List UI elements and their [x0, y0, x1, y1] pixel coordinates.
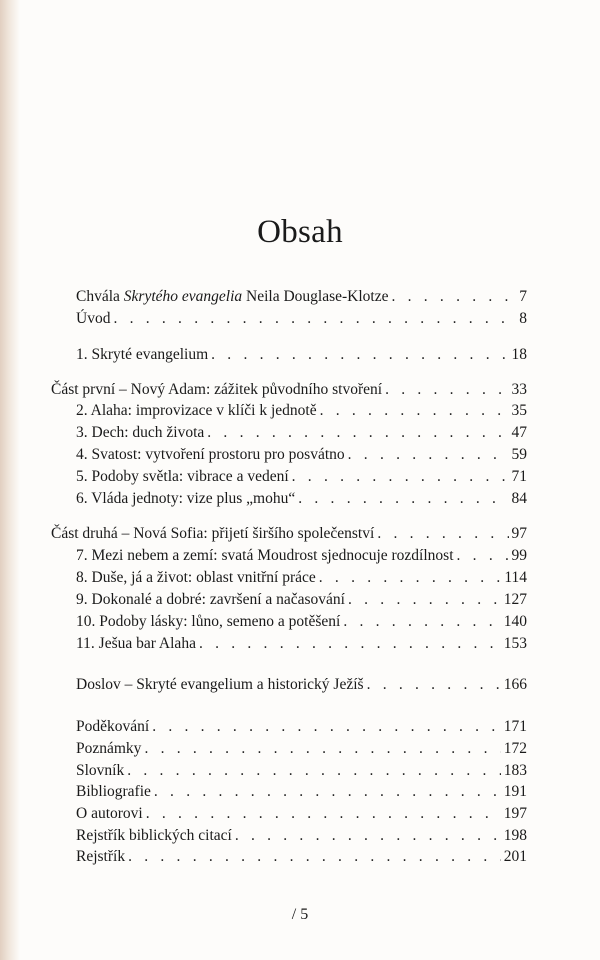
toc-entry-page: 71: [511, 468, 527, 485]
toc-entry-page: 127: [503, 591, 527, 608]
toc-entry-page: 172: [503, 740, 527, 757]
toc-entry-title: 9. Dokonalé a dobré: završení a načasování: [76, 591, 345, 608]
toc-entry-title: 2. Alaha: improvizace v klíči k jednotě: [76, 402, 317, 419]
toc-leader-dots: [128, 846, 501, 868]
toc-entry-page: 97: [511, 525, 527, 542]
toc-leader-dots: [391, 286, 516, 308]
toc-entry-chapter-4: [76, 444, 527, 466]
toc-leader-dots: [144, 738, 500, 760]
toc-entry-title: O autorovi: [76, 805, 143, 822]
toc-entry-title: Část první – Nový Adam: zážitek původního stvoření: [51, 381, 383, 398]
toc-entry-title: Doslov – Skryté evangelium a historický Ježíš: [76, 676, 364, 693]
toc-entry-title: Rejstřík: [76, 848, 126, 865]
toc-entry-page: 99: [511, 547, 527, 564]
toc-leader-dots: [348, 444, 509, 466]
toc-entry-chapter-2: [76, 400, 527, 422]
toc-entry-about-author: [76, 803, 527, 825]
toc-entry-title: 8. Duše, já a život: oblast vnitřní práce: [76, 569, 316, 586]
toc-entry-notes: [76, 738, 527, 760]
toc-entry-page: 201: [503, 848, 527, 865]
toc-entry-chapter-3: [76, 422, 527, 444]
toc-entry-page: 8: [519, 310, 527, 327]
toc-leader-dots: [211, 344, 508, 366]
toc-entry-title: 11. Ješua bar Alaha: [76, 635, 196, 652]
toc-entry-page: 183: [503, 762, 527, 779]
toc-entry-page: 198: [503, 827, 527, 844]
toc-entry-title: Rejstřík biblických citací: [76, 827, 232, 844]
toc-entry-page: 33: [511, 381, 527, 398]
toc-leader-dots: [367, 674, 501, 696]
toc-entry-chapter-8: [76, 567, 527, 589]
toc-entry-chapter-6: [76, 488, 527, 510]
page-edge-shadow: [0, 0, 20, 960]
toc-leader-dots: [207, 422, 508, 444]
toc-leader-dots: [292, 466, 509, 488]
toc-leader-dots: [385, 379, 508, 401]
toc-entry-page: 197: [503, 805, 527, 822]
toc-leader-dots: [457, 545, 509, 567]
toc-entry-title: Chvála Skrytého evangelia Neila Douglase-Klotze: [76, 288, 389, 305]
toc-entry-glossary: [76, 760, 527, 782]
toc-entry-chapter-5: [76, 466, 527, 488]
toc-entry-page: 191: [503, 783, 527, 800]
toc-leader-dots: [319, 567, 502, 589]
toc-entry-title: 4. Svatost: vytvoření prostoru pro posvátno: [76, 446, 345, 463]
toc-entry-part-1: [51, 379, 527, 401]
toc-entry-title: Část druhá – Nová Sofia: přijetí širšího společenství: [51, 525, 375, 542]
toc-entry-afterword: [76, 674, 527, 696]
toc-entry-title: Poznámky: [76, 740, 142, 757]
toc-leader-dots: [377, 523, 508, 545]
page-number: / 5: [291, 906, 309, 923]
toc-entry-scripture-index: [76, 825, 527, 847]
toc-entry-uvod: [76, 308, 527, 330]
toc-leader-dots: [343, 611, 500, 633]
toc-entry-acknowledgements: [76, 716, 527, 738]
toc-entry-praise: [76, 286, 527, 308]
toc-leader-dots: [154, 781, 501, 803]
toc-entry-page: 84: [511, 490, 527, 507]
toc-entry-page: 18: [511, 346, 527, 363]
toc-entry-page: 59: [511, 446, 527, 463]
toc-leader-dots: [146, 803, 501, 825]
toc-entry-title: 6. Vláda jednoty: vize plus „mohu“: [76, 490, 296, 507]
toc-leader-dots: [152, 716, 501, 738]
toc-entry-title: Poděkování: [76, 718, 150, 735]
toc-entry-title: 1. Skryté evangelium: [76, 346, 209, 363]
toc-entry-page: 171: [503, 718, 527, 735]
toc-entry-title: 7. Mezi nebem a zemí: svatá Moudrost sjednocuje rozdílnost: [76, 547, 454, 564]
toc-entry-chapter-1: [76, 344, 527, 366]
toc-leader-dots: [348, 589, 501, 611]
toc-entry-page: 153: [503, 635, 527, 652]
toc-leader-dots: [127, 760, 501, 782]
toc-entry-page: 140: [503, 613, 527, 630]
toc-entry-title: 5. Podoby světla: vibrace a vedení: [76, 468, 289, 485]
toc-entry-part-2: [51, 523, 527, 545]
toc-entry-title: Slovník: [76, 762, 125, 779]
toc-entry-page: 47: [511, 424, 527, 441]
toc-entry-page: 7: [519, 288, 527, 305]
toc-entry-chapter-11: [76, 633, 527, 655]
toc-entry-title: 3. Dech: duch života: [76, 424, 205, 441]
toc-entry-chapter-10: [76, 611, 527, 633]
toc-entry-page: 114: [504, 569, 527, 586]
toc-leader-dots: [199, 633, 501, 655]
toc-leader-dots: [113, 308, 516, 330]
toc-entry-title: Úvod: [76, 310, 111, 327]
toc-entry-title: 10. Podoby lásky: lůno, semeno a potěšení: [76, 613, 341, 630]
page-title: Obsah: [257, 214, 343, 250]
toc-leader-dots: [235, 825, 501, 847]
toc-entry-chapter-7: [76, 545, 527, 567]
toc-entry-chapter-9: [76, 589, 527, 611]
toc-entry-bibliography: [76, 781, 527, 803]
toc-entry-index: [76, 846, 527, 868]
toc-leader-dots: [320, 400, 509, 422]
toc-leader-dots: [298, 488, 508, 510]
toc-entry-page: 35: [511, 402, 527, 419]
toc-entry-title: Bibliografie: [76, 783, 151, 800]
toc-entry-page: 166: [503, 676, 527, 693]
